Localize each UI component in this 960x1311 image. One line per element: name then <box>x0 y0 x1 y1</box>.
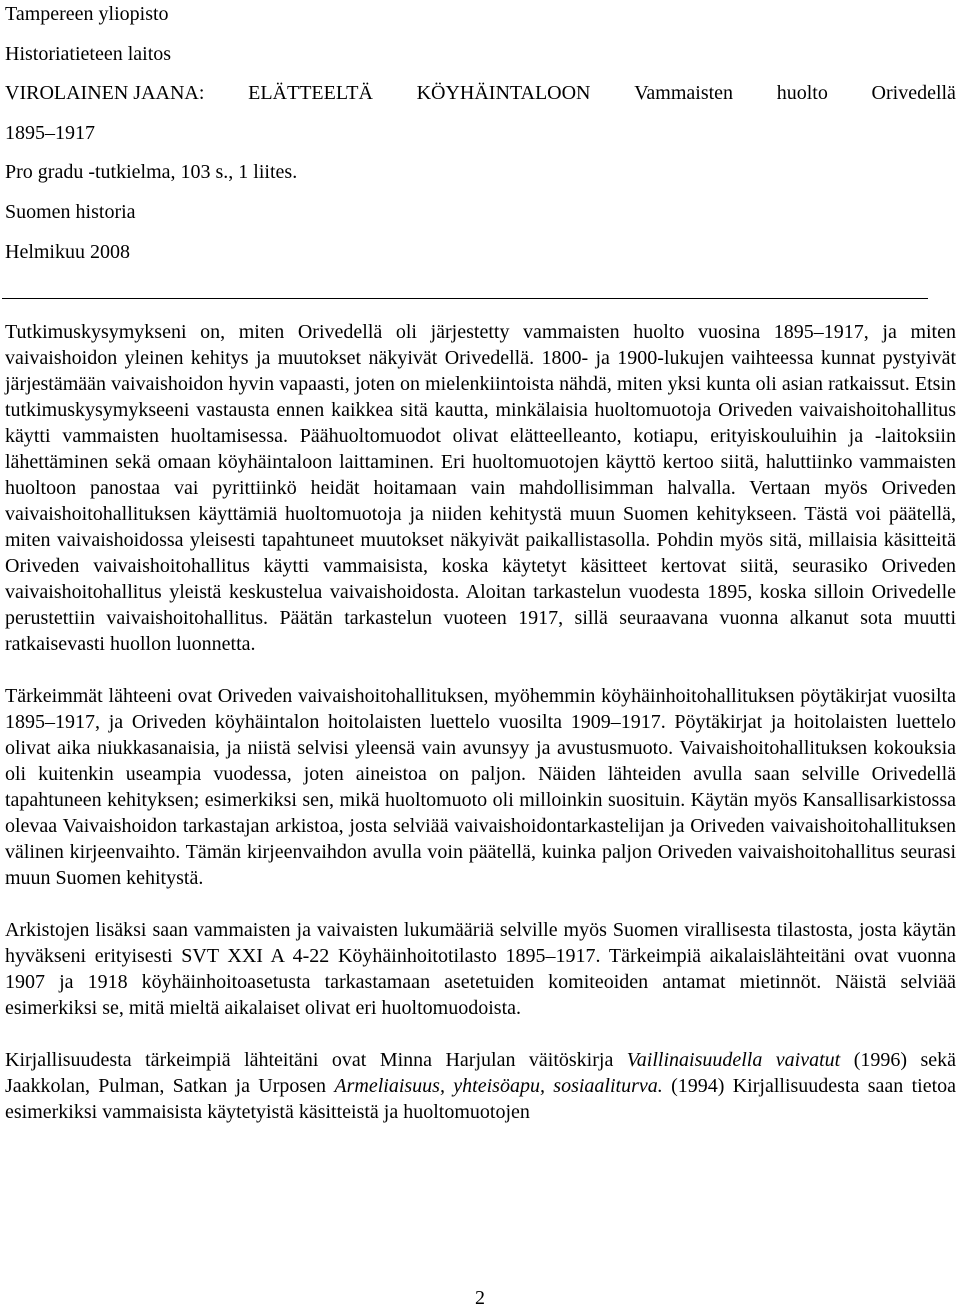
title-word: Vammaisten <box>634 82 734 105</box>
author-name: VIROLAINEN JAANA: <box>5 82 205 105</box>
document-page <box>5 0 956 278</box>
subject-name: Suomen historia <box>5 200 136 223</box>
university-name: Tampereen yliopisto <box>5 3 169 25</box>
thesis-info: Pro gradu -tutkielma, 103 s., 1 liites. <box>5 161 298 184</box>
thesis-metadata <box>5 0 956 278</box>
publication-date: Helmikuu 2008 <box>5 240 130 263</box>
title-word: KÖYHÄINTALOON <box>416 82 591 105</box>
department-name: Historiatieteen laitos <box>5 42 172 65</box>
book-title: Armeliaisuus, yhteisöapu, sosiaaliturva. <box>334 1075 663 1097</box>
paragraph-text: Kirjallisuudesta tärkeimpiä lähteitäni ovat Minna Harjulan väitöskirja <box>5 1049 627 1071</box>
title-word: ELÄTTEELTÄ <box>248 82 373 105</box>
page-number: 2 <box>475 1287 485 1309</box>
title-word: Orivedellä <box>871 82 956 105</box>
title-years: 1895–1917 <box>5 121 95 144</box>
abstract-body <box>5 319 956 1125</box>
abstract-paragraph: Tutkimuskysymykseni on, miten Orivedellä oli järjestetty vammaisten huolto vuosina 1895–1917, ja miten vaivaishoidon yleinen kehitys ja muutokset näkyivät Orivedellä. 1800- ja 1900-lukujen vaihteessa kunnat pystyivät järjestämään vaivaishoidon hyvin vapaasti, joten on mielenkiintoista nähdä, miten yksi kunta oli asian ratkaissut. Etsin tutkimuskysymykseeni vastausta ennen kaikkea sitä kautta, minkälaisia huoltomuotoja Oriveden vaivaishoitohallitus käytti vammaisten huoltamisessa. Päähuoltomuodot olivat elätteelleanto, kotiapu, erityiskouluihin ja -laitoksiin lähettäminen sekä omaan köyhäintaloon laittaminen. Eri huoltomuotojen käyttö kertoo siitä, haluttiinko vammaisten huoltoon panostaa vai pyrittiinkö heidät hoitamaan vain mahdollisimman halvalla. Vertaan myös Oriveden vaivaishoitohallituksen käyttämiä huoltomuotoja ja niiden kehitystä muun Suomen kehitykseen. Tästä voi päätellä, miten vaivaishoidossa yleisesti tapahtuneet muutokset näkyivät paikallistasolla. Pohdin myös sitä, millaisia käsitteitä Oriveden vaivaishoitohallitus käytti vammaisista, koska käytetyt käsitteet kertovat siitä, seurasiko Oriveden vaivaishoitohallitus yleistä keskustelua vaivaishoidosta. Aloitan tarkastelun vuodesta 1895, koska silloin Orivedelle perustettiin vaivaishoitohallitus. Päätän tarkastelun vuoteen 1917, sillä seuraavana vuonna alkanut sota muutti ratkaisevasti huollon luonnetta. <box>5 321 956 655</box>
abstract-paragraph <box>5 1047 956 1125</box>
title-word: huolto <box>776 82 828 105</box>
book-title: Vaillinaisuudella vaivatut <box>626 1049 841 1071</box>
paragraph-text: (1994) Kirjallisuudesta saan tietoa esimerkiksi vammaisista käytetyistä käsitteistä ja huoltomuotojen <box>5 1075 957 1123</box>
abstract-paragraph: Arkistojen lisäksi saan vammaisten ja vaivaisten lukumääriä selville myös Suomen virallisesta tilastosta, josta käytän hyväkseni erityisesti SVT XXI A 4-22 Köyhäinhoitotilasto 1895–1917. Tärkeimpiä aikalaislähteitäni ovat vuonna 1907 ja 1918 köyhäinhoitoasetusta tarkastamaan asetetuiden komiteoiden antamat mietinnöt. Näistä selviää esimerkiksi se, mitä mieltä aikalaiset olivat eri huoltomuodoista. <box>5 919 956 1019</box>
horizontal-divider <box>2 298 928 299</box>
abstract-paragraph: Tärkeimmät lähteeni ovat Oriveden vaivaishoitohallituksen, myöhemmin köyhäinhoitohallituksen pöytäkirjat vuosilta 1895–1917, ja Oriveden köyhäintalon hoitolaisten luettelo vuosilta 1909–1917. Pöytäkirjat ja hoitolaisten luettelo olivat aika niukkasanaisia, ja niistä selvisi yleensä vain avunsyy ja avustusmuoto. Vaivaishoitohallituksen kokouksia oli kuitenkin useampia vuodessa, joten aineistoa on paljon. Näiden lähteiden avulla saan selville Orivedellä tapahtuneen kehityksen; esimerkiksi sen, mikä huoltomuoto oli milloinkin suosituin. Käytän myös Kansallisarkistossa olevaa Vaivaishoidon tarkastajan arkistoa, josta selviää vaivaishoidontarkastelijan ja Oriveden vaivaishoitohallituksen välinen kirjeenvaihto. Tämän kirjeenvaihdon avulla voin päätellä, kuinka paljon Oriveden vaivaishoitohallitus seurasi muun Suomen kehitystä. <box>5 685 956 889</box>
paragraph-text: (1996) sekä Jaakkolan, Pulman, Satkan ja Urposen <box>5 1049 956 1097</box>
thesis-title-line <box>5 80 956 120</box>
